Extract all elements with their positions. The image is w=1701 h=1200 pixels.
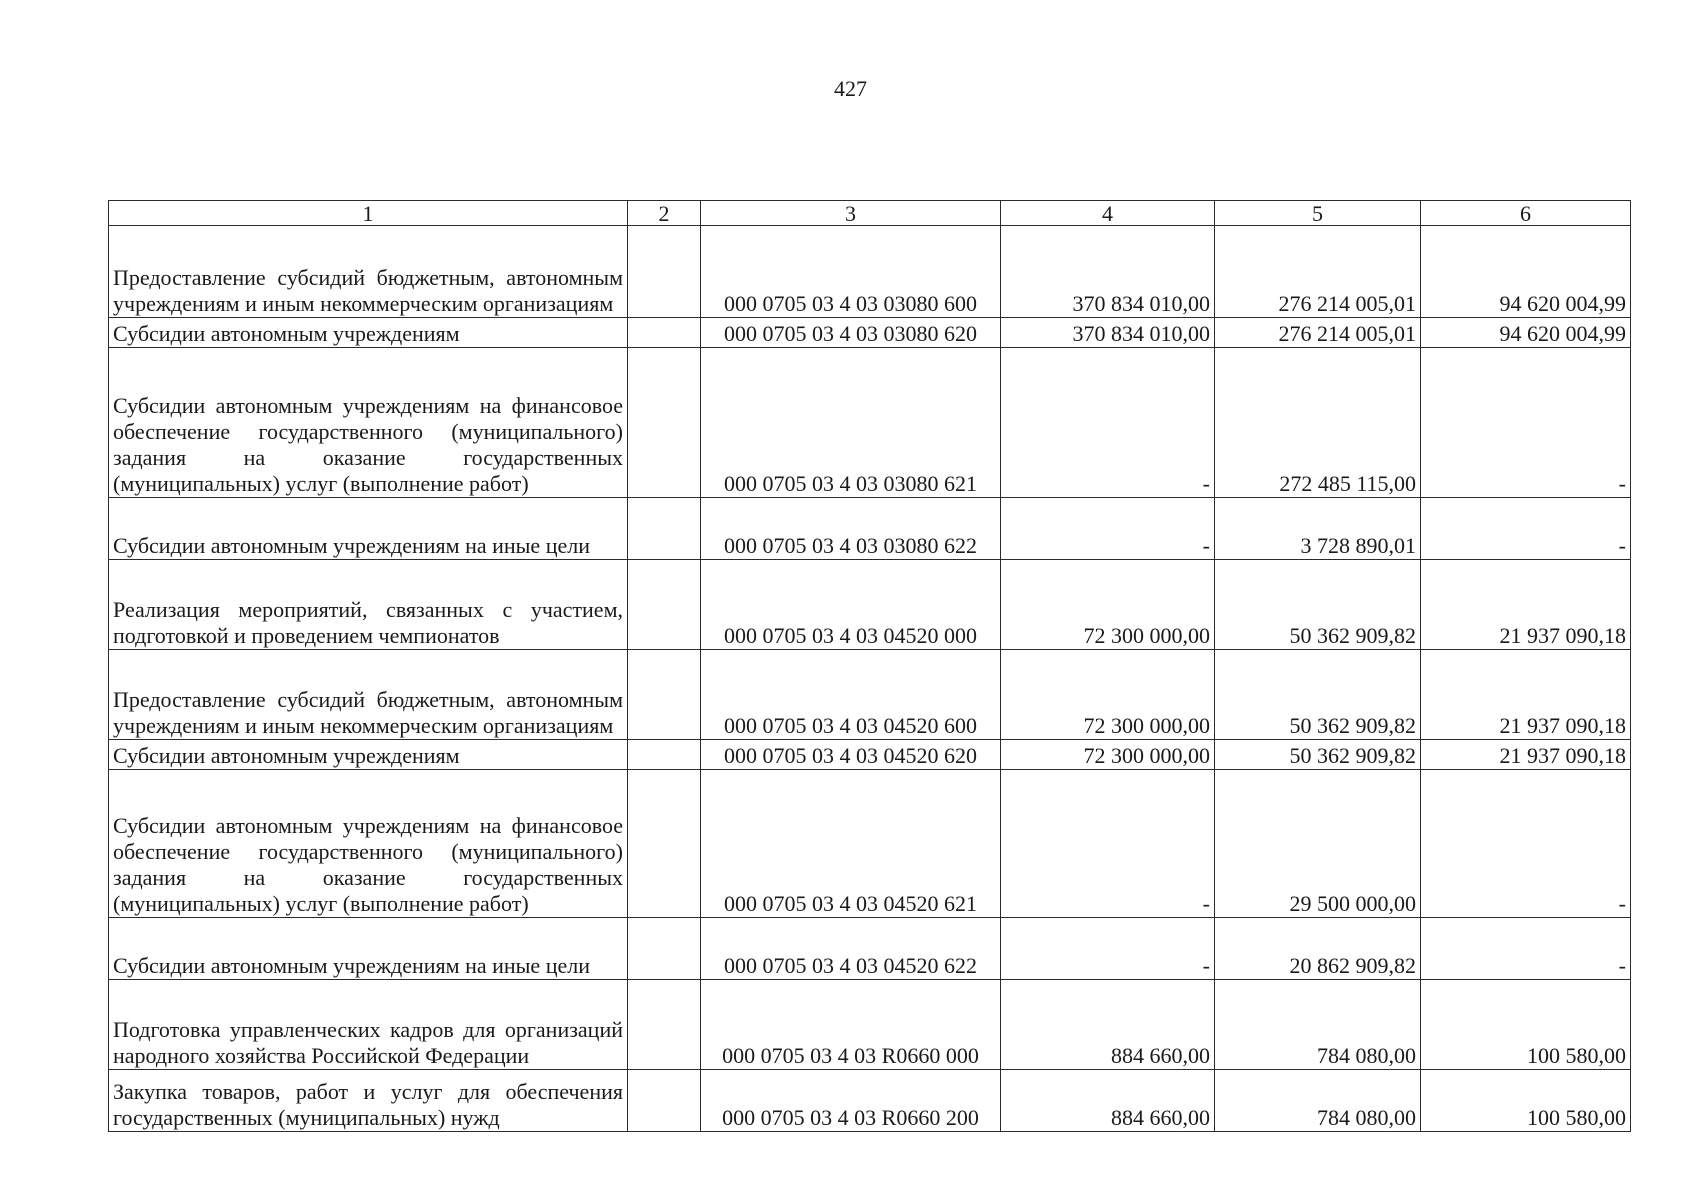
row-col5: 50 362 909,82 [1215, 560, 1421, 650]
row-col5: 20 862 909,82 [1215, 918, 1421, 980]
row-code: 000 0705 03 4 03 04520 620 [701, 740, 1001, 770]
row-name: Субсидии автономным учреждениям на иные цели [109, 498, 628, 560]
row-col2 [628, 348, 701, 498]
table-row [109, 498, 1631, 560]
row-col2 [628, 226, 701, 318]
row-col5: 784 080,00 [1215, 980, 1421, 1070]
row-code: 000 0705 03 4 03 04520 621 [701, 770, 1001, 918]
table-row [109, 318, 1631, 348]
row-col2 [628, 318, 701, 348]
row-name: Субсидии автономным учреждениям на иные цели [109, 918, 628, 980]
row-col2 [628, 650, 701, 740]
row-name: Субсидии автономным учреждениям на финансовое обеспечение государственного (муниципального) задания на оказание государственных (муниципальных) услуг (выполнение работ) [109, 348, 628, 498]
row-col6: - [1421, 918, 1631, 980]
row-code: 000 0705 03 4 03 03080 621 [701, 348, 1001, 498]
row-col5: 50 362 909,82 [1215, 740, 1421, 770]
row-col6: 100 580,00 [1421, 980, 1631, 1070]
row-col4: - [1001, 348, 1215, 498]
column-header-3: 3 [701, 201, 1001, 226]
row-col2 [628, 918, 701, 980]
row-code: 000 0705 03 4 03 R0660 000 [701, 980, 1001, 1070]
row-col4: 72 300 000,00 [1001, 740, 1215, 770]
table-row [109, 980, 1631, 1070]
row-name: Предоставление субсидий бюджетным, автономным учреждениям и иным некоммерческим организациям [109, 226, 628, 318]
table-row [109, 770, 1631, 918]
row-col2 [628, 740, 701, 770]
row-name: Подготовка управленческих кадров для организаций народного хозяйства Российской Федерации [109, 980, 628, 1070]
row-col2 [628, 498, 701, 560]
row-col6: 21 937 090,18 [1421, 740, 1631, 770]
row-col5: 784 080,00 [1215, 1070, 1421, 1132]
table-header-row [109, 201, 1631, 226]
row-col4: - [1001, 918, 1215, 980]
row-name: Предоставление субсидий бюджетным, автономным учреждениям и иным некоммерческим организациям [109, 650, 628, 740]
row-col6: - [1421, 348, 1631, 498]
budget-table [108, 200, 1631, 1132]
table-row [109, 226, 1631, 318]
column-header-2: 2 [628, 201, 701, 226]
table-row [109, 348, 1631, 498]
row-col5: 272 485 115,00 [1215, 348, 1421, 498]
row-col2 [628, 1070, 701, 1132]
row-col4: - [1001, 770, 1215, 918]
row-col4: 884 660,00 [1001, 1070, 1215, 1132]
row-name: Реализация мероприятий, связанных с участием, подготовкой и проведением чемпионатов [109, 560, 628, 650]
row-col5: 29 500 000,00 [1215, 770, 1421, 918]
row-col5: 276 214 005,01 [1215, 318, 1421, 348]
row-col6: - [1421, 770, 1631, 918]
table-row [109, 1070, 1631, 1132]
row-col5: 50 362 909,82 [1215, 650, 1421, 740]
row-col4: 884 660,00 [1001, 980, 1215, 1070]
row-col4: 72 300 000,00 [1001, 560, 1215, 650]
table-row [109, 740, 1631, 770]
row-col6: 100 580,00 [1421, 1070, 1631, 1132]
row-col6: 94 620 004,99 [1421, 318, 1631, 348]
row-name: Закупка товаров, работ и услуг для обеспечения государственных (муниципальных) нужд [109, 1070, 628, 1132]
table-row [109, 560, 1631, 650]
table-row [109, 918, 1631, 980]
row-col4: 370 834 010,00 [1001, 226, 1215, 318]
table-row [109, 650, 1631, 740]
row-col4: 72 300 000,00 [1001, 650, 1215, 740]
row-name: Субсидии автономным учреждениям [109, 740, 628, 770]
row-col6: 21 937 090,18 [1421, 650, 1631, 740]
row-col5: 276 214 005,01 [1215, 226, 1421, 318]
row-col6: - [1421, 498, 1631, 560]
row-col2 [628, 980, 701, 1070]
row-code: 000 0705 03 4 03 03080 600 [701, 226, 1001, 318]
column-header-5: 5 [1215, 201, 1421, 226]
row-code: 000 0705 03 4 03 04520 622 [701, 918, 1001, 980]
row-code: 000 0705 03 4 03 R0660 200 [701, 1070, 1001, 1132]
column-header-1: 1 [109, 201, 628, 226]
row-col5: 3 728 890,01 [1215, 498, 1421, 560]
row-col4: 370 834 010,00 [1001, 318, 1215, 348]
row-code: 000 0705 03 4 03 03080 622 [701, 498, 1001, 560]
row-code: 000 0705 03 4 03 04520 600 [701, 650, 1001, 740]
row-col4: - [1001, 498, 1215, 560]
column-header-6: 6 [1421, 201, 1631, 226]
page-number: 427 [834, 76, 867, 101]
row-col2 [628, 560, 701, 650]
row-code: 000 0705 03 4 03 03080 620 [701, 318, 1001, 348]
column-header-4: 4 [1001, 201, 1215, 226]
row-col6: 21 937 090,18 [1421, 560, 1631, 650]
row-name: Субсидии автономным учреждениям на финансовое обеспечение государственного (муниципального) задания на оказание государственных (муниципальных) услуг (выполнение работ) [109, 770, 628, 918]
row-col6: 94 620 004,99 [1421, 226, 1631, 318]
row-name: Субсидии автономным учреждениям [109, 318, 628, 348]
row-col2 [628, 770, 701, 918]
row-code: 000 0705 03 4 03 04520 000 [701, 560, 1001, 650]
